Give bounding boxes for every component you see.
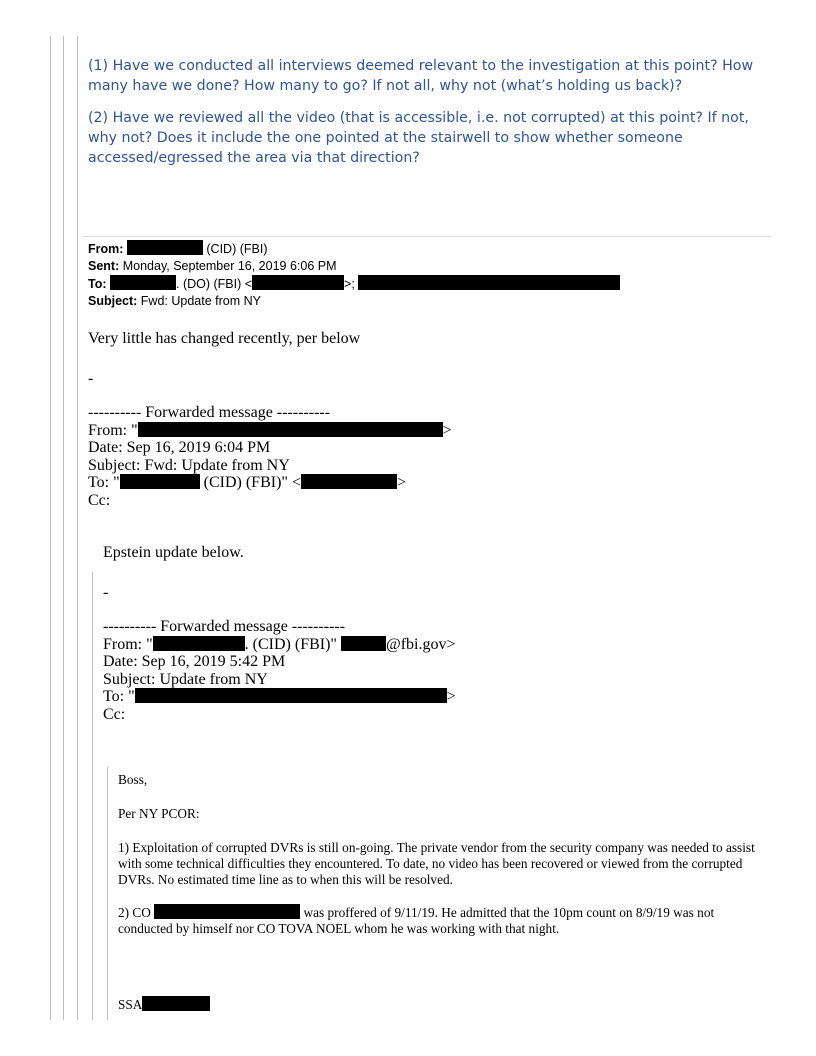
redaction [252, 275, 344, 290]
question-2: (2) Have we reviewed all the video (that is accessible, i.e. not corrupted) at this point? If not, why not? Does it include the one pointed at the stairwell to show whether someone accessed/egressed the area via that direction? [88, 110, 749, 166]
forward-header-1: ---------- Forwarded message ---------- From: " > Date: Sep 16, 2019 6:04 PM Subject: Fwd: Update from NY To: " (CID) (FBI)" < > Cc: [88, 404, 452, 509]
item-1: 1) Exploitation of corrupted DVRs is still on-going. The private vendor from the security company was needed to assist with some technical difficulties they encountered. To date, no video has been recovered or viewed from the corrupted DVRs. No estimated time line as to when this will be resolved. [118, 840, 755, 887]
quote-bar [50, 36, 51, 1020]
forward-header-2: ---------- Forwarded message ---------- From: " . (CID) (FBI)" @fbi.gov> Date: Sep 16, 2019 5:42 PM Subject: Update from NY To: " > Cc: [103, 618, 456, 723]
quote-bar [92, 572, 93, 1020]
redaction [110, 275, 176, 290]
redaction [154, 904, 300, 919]
item-2: 2) CO was proffered of 9/11/19. He admitted that the 10pm count on 8/9/19 was not conducted by himself nor CO TOVA NOEL whom he was working with that night. [118, 905, 715, 936]
message-1-dash: - [88, 370, 94, 387]
header-to: To: . (DO) (FBI) < >; [88, 275, 620, 293]
redaction [135, 688, 447, 703]
quote-bar [77, 36, 78, 1020]
redaction [142, 996, 210, 1011]
message-2-body: Epstein update below. [103, 544, 244, 561]
redaction [153, 636, 245, 651]
fwd2-to: To: " > [103, 688, 456, 705]
redaction [358, 275, 620, 290]
greeting: Boss, [118, 772, 148, 787]
header-from: From: (CID) (FBI) [88, 242, 268, 256]
question-1: (1) Have we conducted all interviews deemed relevant to the investigation at this point? How many have we done? How many to go? If not all, why not (what’s holding us back)? [88, 58, 754, 94]
separator [82, 236, 772, 237]
fwd2-from: From: " . (CID) (FBI)" @fbi.gov> [103, 635, 456, 653]
quote-bar [63, 36, 64, 1020]
redaction [127, 240, 203, 255]
header-subject: Subject: Fwd: Update from NY [88, 293, 261, 308]
intro: Per NY PCOR: [118, 806, 200, 821]
message-2-dash: - [103, 584, 109, 601]
quote-bar [107, 767, 108, 1020]
redaction [301, 474, 397, 489]
message-1-body: Very little has changed recently, per below [88, 330, 361, 347]
signature: SSA [118, 996, 210, 1013]
email-header [88, 240, 620, 310]
fwd1-from: From: " > [88, 421, 452, 439]
header-sent: Sent: Monday, September 16, 2019 6:06 PM [88, 258, 337, 273]
redaction [120, 474, 200, 489]
fwd1-to: To: " (CID) (FBI)" < > [88, 474, 406, 491]
message-3 [118, 772, 768, 937]
redaction [341, 636, 386, 651]
questions-block [88, 56, 778, 180]
redaction [138, 422, 443, 437]
